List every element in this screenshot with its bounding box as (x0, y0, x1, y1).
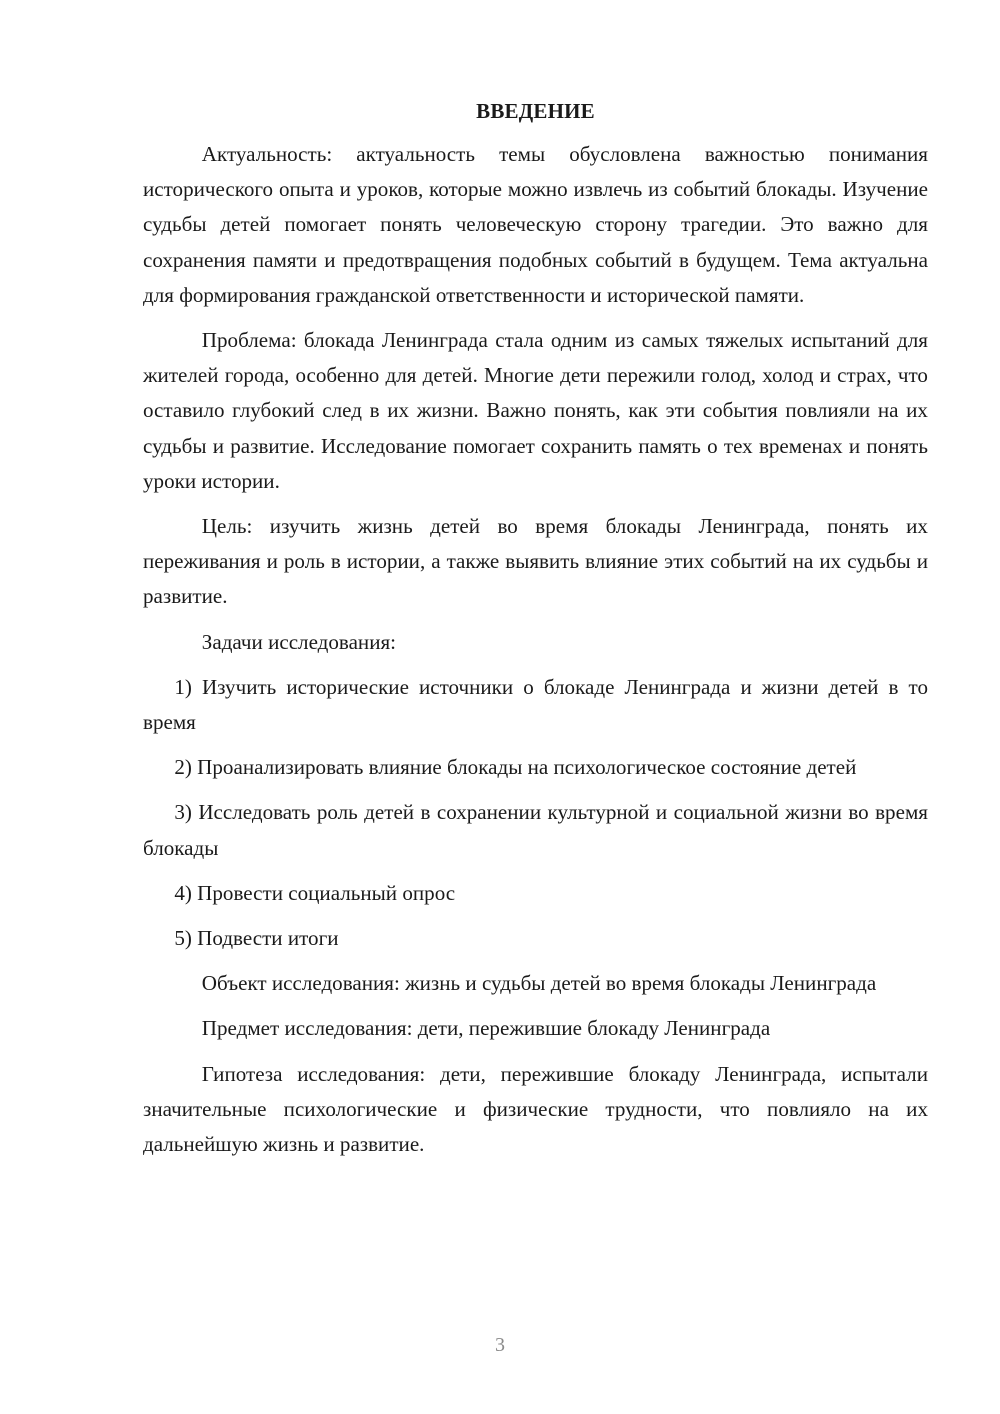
problem-paragraph: Проблема: блокада Ленинграда стала одним из самых тяжелых испытаний для жителей города, особенно для детей. Многие дети пережили голод, холод и страх, что оставило глубокий след в их жизни. Важно понять, как эти события повлияли на их судьбы и развитие. Исследование помогает сохранить память о тех временах и понять уроки истории. (143, 328, 928, 493)
task-item-4: 4) Провести социальный опрос (174, 880, 456, 905)
relevance-paragraph: Актуальность: актуальность темы обусловлена важностью понимания исторического опыта и уроков, которые можно извлечь из событий блокады. Изучение судьбы детей помогает понять человеческую сторону трагедии. Это важно для сохранения памяти и предотвращения подобных событий в будущем. Тема актуальна для формирования гражданской ответственности и исторической памяти. (143, 142, 928, 307)
task-item-5: 5) Подвести итоги (174, 926, 339, 951)
tasks-heading: Задачи исследования: (201, 629, 397, 654)
subject-paragraph: Предмет исследования: дети, пережившие блокаду Ленинграда (201, 1016, 771, 1041)
task-item-2: 2) Проанализировать влияние блокады на психологическое состояние детей (174, 755, 857, 780)
tasks-list (143, 670, 928, 956)
goal-paragraph: Цель: изучить жизнь детей во время блокады Ленинграда, понять их переживания и роль в истории, а также выявить влияние этих событий на их судьбы и развитие. (143, 514, 928, 609)
task-item-1: 1) Изучить исторические источники о блокаде Ленинграда и жизни детей в то время (143, 674, 928, 735)
section-title: ВВЕДЕНИЕ (476, 99, 595, 123)
page-number: 3 (495, 1334, 505, 1356)
document-page (143, 96, 928, 1172)
task-item-3: 3) Исследовать роль детей в сохранении культурной и социальной жизни во время блокады (143, 800, 928, 860)
object-paragraph: Объект исследования: жизнь и судьбы детей во время блокады Ленинграда (201, 971, 877, 996)
hypothesis-paragraph: Гипотеза исследования: дети, пережившие блокаду Ленинграда, испытали значительные психологические и физические трудности, что повлияло на их дальнейшую жизнь и развитие. (143, 1061, 928, 1157)
